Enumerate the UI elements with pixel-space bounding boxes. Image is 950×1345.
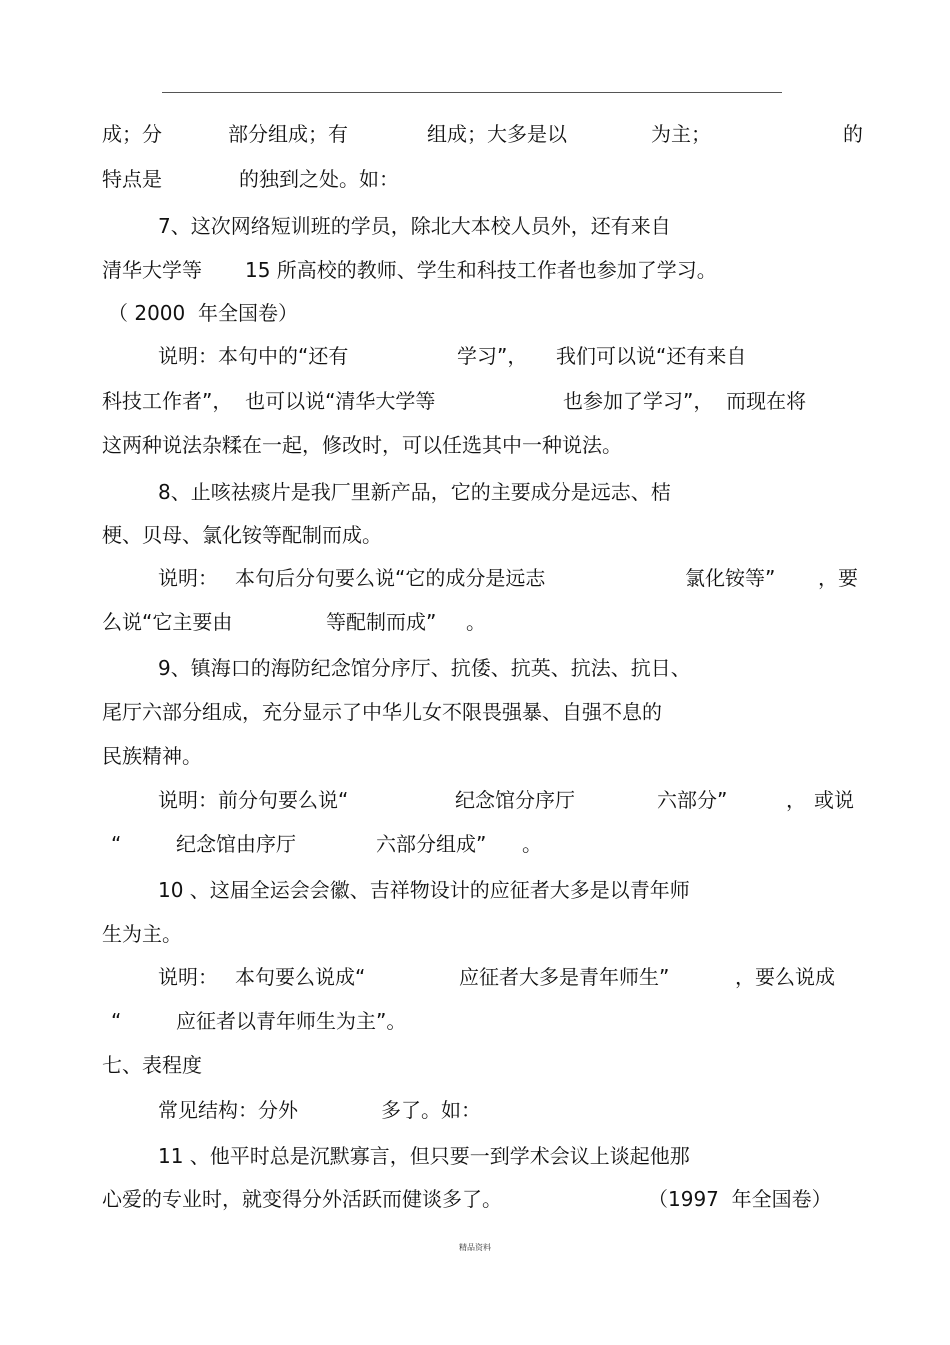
text-segment: 说明：本句中的“还有 xyxy=(158,344,349,368)
text-segment: 11 、他平时总是沉默寡言，但只要一到学术会议上谈起他那 xyxy=(158,1144,690,1168)
text-segment: 7、这次网络短训班的学员，除北大本校人员外，还有来自 xyxy=(158,214,671,238)
text-segment: 学习”， xyxy=(457,344,528,368)
text-segment: 。 xyxy=(522,832,542,856)
text-line xyxy=(0,962,835,992)
text-segment: 清华大学等 xyxy=(102,258,202,282)
text-segment: 也参加了学习”， 而现在将 xyxy=(563,389,807,413)
text-segment: ，要 xyxy=(818,566,858,590)
text-line xyxy=(0,119,863,149)
text-line xyxy=(0,1006,407,1036)
text-segment: 心爱的专业时，就变得分外活跃而健谈多了。 xyxy=(102,1187,502,1211)
text-line xyxy=(0,829,542,859)
text-segment: 8、止咳祛痰片是我厂里新产品，它的主要成分是远志、桔 xyxy=(158,480,671,504)
text-line xyxy=(0,430,622,460)
text-segment: 本句要么说成“ xyxy=(235,965,366,989)
text-line xyxy=(0,741,202,771)
text-segment: 等配制而成” xyxy=(326,610,437,634)
text-line xyxy=(0,653,691,683)
text-segment: 科技工作者”， 也可以说“清华大学等 xyxy=(102,389,436,413)
text-segment: 生为主。 xyxy=(102,922,182,946)
text-segment: 成；分 xyxy=(102,122,162,146)
text-segment: 的 xyxy=(843,122,863,146)
text-line xyxy=(0,164,399,194)
text-segment: 应征者以青年师生为主”。 xyxy=(176,1009,407,1033)
text-line xyxy=(0,875,690,905)
text-segment: “ xyxy=(111,832,122,856)
text-line xyxy=(0,1141,690,1171)
text-segment: 这两种说法杂糅在一起，修改时，可以任选其中一种说法。 xyxy=(102,433,622,457)
text-line xyxy=(0,255,717,285)
page-footer: 精品资料 xyxy=(459,1243,491,1252)
text-segment: 梗、贝母、氯化铵等配制而成。 xyxy=(102,523,382,547)
text-segment: 说明： xyxy=(158,566,218,590)
text-line xyxy=(0,785,854,815)
text-segment: 组成；大多是以 xyxy=(427,122,567,146)
text-line xyxy=(0,477,671,507)
text-line xyxy=(0,211,671,241)
text-segment: （ 2000 年全国卷） xyxy=(108,301,298,325)
text-line xyxy=(0,697,662,727)
text-line xyxy=(0,919,182,949)
text-segment: 的独到之处。如： xyxy=(239,167,399,191)
text-line xyxy=(0,1184,832,1214)
text-line xyxy=(0,386,807,416)
text-segment: 多了。如： xyxy=(381,1098,481,1122)
text-segment: 我们可以说“还有来自 xyxy=(556,344,747,368)
text-line xyxy=(0,563,858,593)
text-segment: 为主； xyxy=(651,122,711,146)
text-segment: 纪念馆分序厅 xyxy=(455,788,575,812)
text-segment: 应征者大多是青年师生” xyxy=(459,965,670,989)
text-segment: 或说 xyxy=(814,788,854,812)
section-heading xyxy=(0,1050,202,1080)
header-rule xyxy=(162,92,782,93)
text-line xyxy=(0,1095,481,1125)
text-segment: 说明： xyxy=(158,965,218,989)
text-segment: 说明：前分句要么说“ xyxy=(158,788,349,812)
text-segment: 。 xyxy=(466,610,486,634)
text-segment: （1997 年全国卷） xyxy=(648,1187,832,1211)
text-line xyxy=(0,298,298,328)
text-segment: 本句后分句要么说“它的成分是远志 xyxy=(235,566,546,590)
text-segment: 常见结构：分外 xyxy=(158,1098,298,1122)
text-segment: ， xyxy=(786,788,806,812)
text-segment: 氯化铵等” xyxy=(685,566,776,590)
text-segment: 民族精神。 xyxy=(102,744,202,768)
text-line xyxy=(0,607,486,637)
text-segment: “ xyxy=(111,1009,122,1033)
text-segment: 么说“它主要由 xyxy=(102,610,233,634)
text-segment: ，要么说成 xyxy=(735,965,835,989)
text-segment: 15 所高校的教师、学生和科技工作者也参加了学习。 xyxy=(245,258,717,282)
text-segment: 纪念馆由序厅 xyxy=(176,832,296,856)
text-segment: 10 、这届全运会会徽、吉祥物设计的应征者大多是以青年师 xyxy=(158,878,690,902)
text-segment: 七、表程度 xyxy=(102,1053,202,1077)
text-segment: 尾厅六部分组成，充分显示了中华儿女不限畏强暴、自强不息的 xyxy=(102,700,662,724)
text-line xyxy=(0,341,747,371)
text-segment: 特点是 xyxy=(102,167,162,191)
text-segment: 部分组成；有 xyxy=(228,122,348,146)
text-line xyxy=(0,520,382,550)
text-segment: 9、镇海口的海防纪念馆分序厅、抗倭、抗英、抗法、抗日、 xyxy=(158,656,691,680)
text-segment: 六部分组成” xyxy=(376,832,487,856)
text-segment: 六部分” xyxy=(657,788,728,812)
